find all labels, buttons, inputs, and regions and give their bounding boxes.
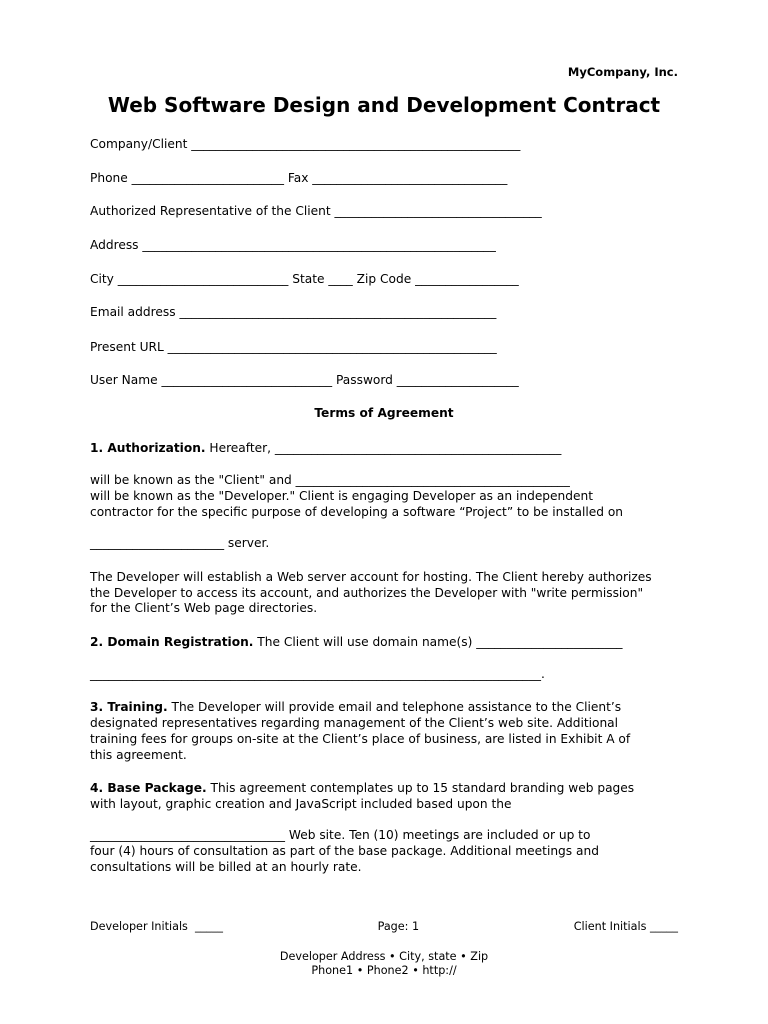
address-field: Address __________________________________________________________	[90, 238, 496, 252]
training-line-3: training fees for groups on-site at the Client’s place of business, are listed in Exhibit A of	[90, 732, 631, 746]
phone-fax-field: Phone _________________________ Fax ________________________________	[90, 171, 508, 185]
training-text-1: The Developer will provide email and telephone assistance to the Client’s	[167, 700, 622, 714]
client-initials: Client Initials _____	[573, 920, 678, 933]
company-name: MyCompany, Inc.	[567, 65, 678, 79]
base-package-heading: 4. Base Package.	[90, 781, 207, 795]
hosting-line-3: for the Client’s Web page directories.	[90, 601, 318, 615]
company-client-field: Company/Client ______________________________________________________	[90, 137, 521, 151]
authorization-line-4: contractor for the specific purpose of developing a software “Project” to be installed on	[90, 505, 624, 519]
developer-initials: Developer Initials _____	[90, 920, 223, 933]
hosting-line-2: the Developer to access its account, and authorizes the Developer with "write permission"	[90, 586, 644, 600]
city-state-zip-field: City ____________________________ State ____ Zip Code _________________	[90, 272, 519, 286]
hosting-line-1: The Developer will establish a Web server account for hosting. The Client hereby authorizes	[90, 570, 652, 584]
present-url-field: Present URL ______________________________________________________	[90, 340, 497, 354]
base-package-line-5: consultations will be billed at an hourly rate.	[90, 860, 362, 874]
base-package-line-2: with layout, graphic creation and JavaScript included based upon the	[90, 797, 512, 811]
domain-line-2: __________________________________________________________________________.	[90, 667, 545, 681]
authorization-line-2: will be known as the "Client" and _____________________________________________	[90, 473, 570, 487]
training-line-2: designated representatives regarding management of the Client’s web site. Additional	[90, 716, 619, 730]
training-heading: 3. Training.	[90, 700, 168, 714]
authorization-line-3: will be known as the "Developer." Client is engaging Developer as an independent	[90, 489, 594, 503]
base-package-line-3: ________________________________ Web site. Ten (10) meetings are included or up to	[90, 828, 591, 842]
authorized-rep-field: Authorized Representative of the Client __________________________________	[90, 204, 542, 218]
authorization-heading: 1. Authorization.	[90, 441, 206, 455]
domain-line-1	[90, 634, 690, 650]
authorization-line-5: ______________________ server.	[90, 536, 270, 550]
base-package-line-4: four (4) hours of consultation as part of the base package. Additional meetings and	[90, 844, 599, 858]
base-package-line-1	[90, 780, 690, 796]
domain-heading: 2. Domain Registration.	[90, 635, 254, 649]
email-field: Email address ____________________________________________________	[90, 305, 497, 319]
developer-address: Developer Address • City, state • Zip	[279, 950, 489, 963]
base-package-text-1: This agreement contemplates up to 15 standard branding web pages	[206, 781, 635, 795]
authorization-line-1	[90, 440, 690, 456]
domain-text-1: The Client will use domain name(s) ________________________	[253, 635, 623, 649]
training-line-1	[90, 699, 690, 715]
document-title: Web Software Design and Development Contract	[107, 93, 661, 117]
terms-heading: Terms of Agreement	[314, 406, 454, 420]
authorization-text-1: Hereafter, _______________________________________________	[205, 441, 562, 455]
developer-contact: Phone1 • Phone2 • http://	[311, 964, 457, 977]
page-footer	[90, 920, 678, 933]
training-line-4: this agreement.	[90, 748, 187, 762]
user-password-field: User Name ____________________________ Password ____________________	[90, 373, 519, 387]
page-number: Page: 1	[377, 920, 420, 933]
